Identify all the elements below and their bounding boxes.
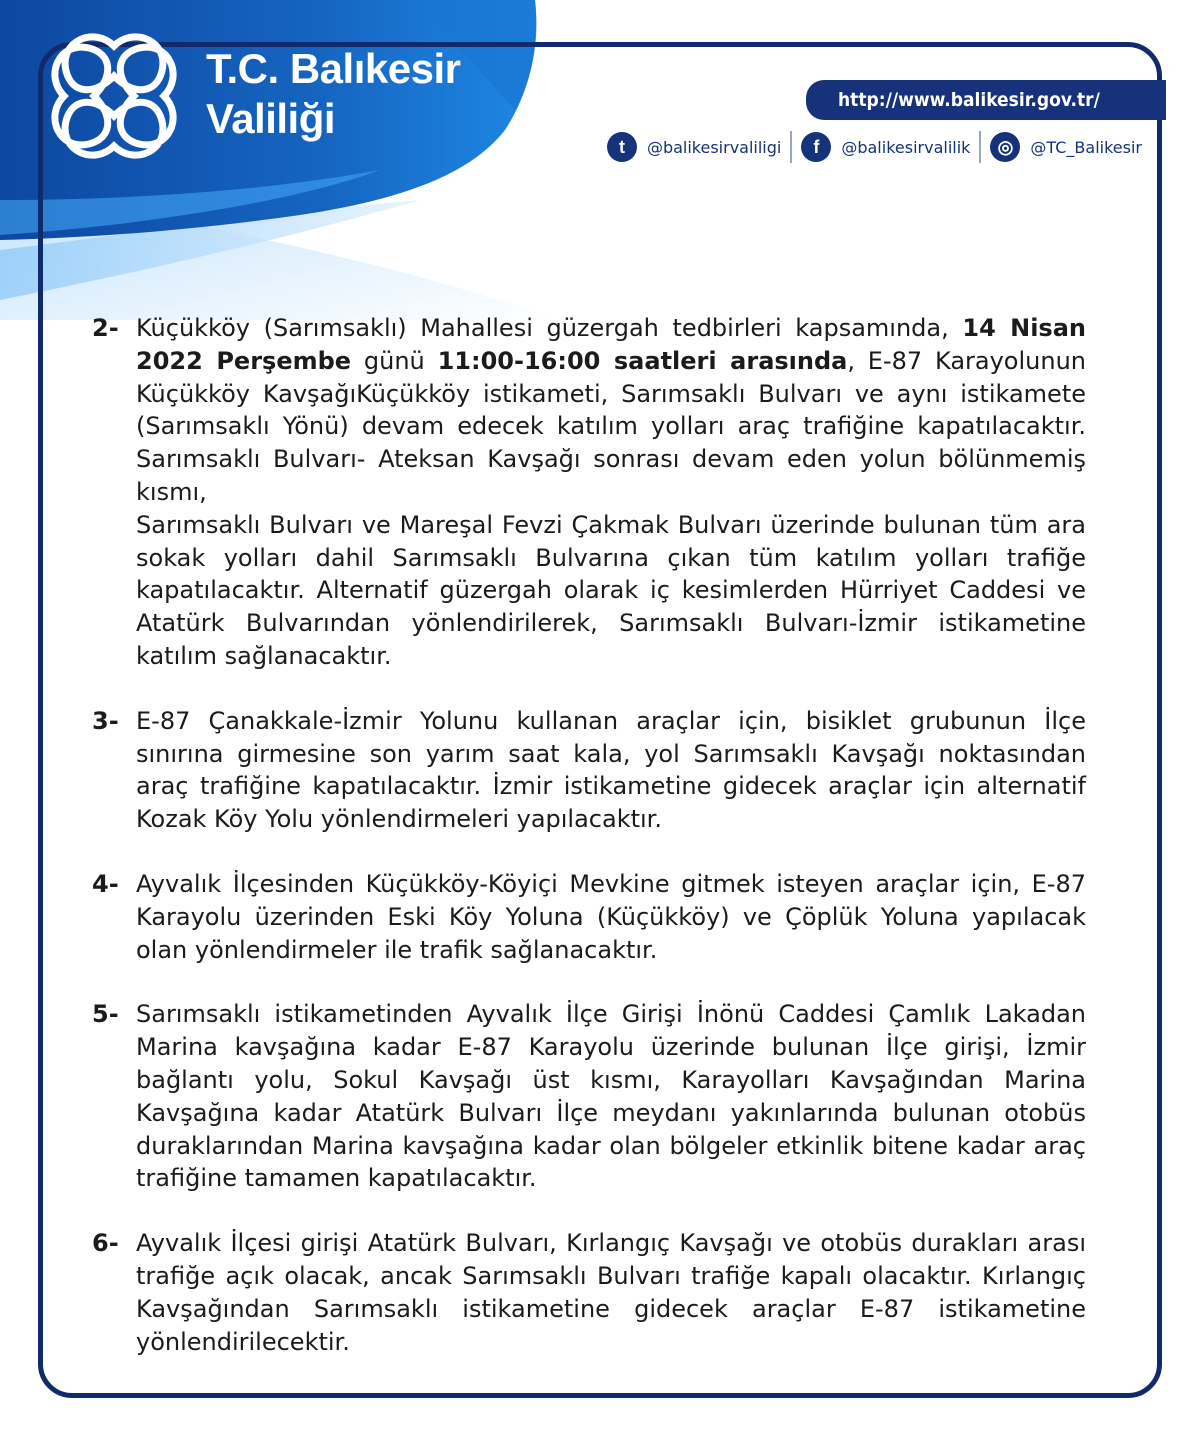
facebook-account[interactable] [801, 130, 970, 164]
date-highlight: 14 Nisan 2022 Perşembe [136, 314, 1087, 375]
time-highlight: 11:00-16:00 saatleri arasında [437, 346, 848, 375]
item-number: 5- [92, 1000, 119, 1029]
announcement-item [92, 868, 1086, 966]
announcement-item [92, 1227, 1086, 1358]
org-title: T.C. Balıkesir Valiliği [206, 45, 461, 142]
instagram-account[interactable] [990, 130, 1142, 164]
twitter-icon: t [607, 132, 637, 162]
item-number: 4- [92, 869, 119, 898]
facebook-handle: @balikesirvalilik [841, 137, 971, 157]
twitter-handle: @balikesirvaliligi [646, 137, 782, 157]
item-text: Sarımsaklı Bulvarı ve Mareşal Fevzi Çakmak Bulvarı üzerinde bulunan tüm ara sokak yolları dahil Sarımsaklı Bulvarına çıkan tüm katılım yolları trafiğe kapatılacaktır. Alternatif güzergah olarak iç kesimlerden Hürriyet Caddesi ve Atatürk Bulvarından yönlendirilerek, Sarımsaklı Bulvarı-İzmir istikametine katılım sağlanacaktır. [136, 510, 1086, 670]
social-media-bar [607, 130, 1142, 164]
announcement-item [92, 705, 1086, 836]
website-url-link[interactable]: http://www.balikesir.gov.tr/ [806, 80, 1166, 120]
facebook-icon: f [801, 132, 831, 162]
announcement-item [92, 998, 1086, 1195]
item-text: Ayvalık İlçesinden Küçükköy-Köyiçi Mevkine gitmek isteyen araçlar için, E-87 Karayolu üzerinden Eski Köy Yoluna (Küçükköy) ve Çöplük Yoluna yapılacak olan yönlendirmeler ile trafik sağlanacaktır. [136, 869, 1086, 964]
announcement-body [92, 312, 1086, 1390]
divider [979, 131, 981, 163]
divider [790, 131, 792, 163]
item-number: 6- [92, 1229, 119, 1258]
item-number: 2- [92, 314, 119, 342]
instagram-handle: @TC_Balikesir [1030, 137, 1142, 157]
item-text: E-87 Çanakkale-İzmir Yolunu kullanan araçlar için, bisiklet grubunun İlçe sınırına girmesine son yarım saat kala, yol Sarımsaklı Kavşağı noktasından araç trafiğine kapatılacaktır. İzmir istikametine gidecek araçlar için alternatif Kozak Köy Yolu yönlendirmeleri yapılacaktır. [136, 706, 1086, 834]
text-run: Küçükköy (Sarımsaklı) Mahallesi güzergah tedbirleri kapsamında, [136, 314, 963, 342]
twitter-account[interactable] [607, 130, 781, 164]
item-text [136, 312, 1086, 509]
text-run: günü [351, 346, 438, 375]
governorship-logo-icon [44, 26, 184, 166]
item-number: 3- [92, 706, 119, 735]
item-text: Sarımsaklı istikametinden Ayvalık İlçe Girişi İnönü Caddesi Çamlık Lakadan Marina kavşağına kadar E-87 Karayolu üzerinde bulunan İlçe girişi, İzmir bağlantı yolu, Sokul Kavşağı üst kısmı, Karayolları Kavşağından Marina Kavşağına kadar Atatürk Bulvarı İlçe meydanı yakınlarında bulunan otobüs duraklarından Marina kavşağına kadar olan bölgeler etkinlik bitene kadar araç trafiğine tamamen kapatılacaktır. [136, 1000, 1086, 1193]
announcement-item [92, 312, 1086, 673]
text-run: , E-87 Karayolunun Küçükköy KavşağıKüçükköy istikameti, Sarımsaklı Bulvarı ve aynı istikamete (Sarımsaklı Yönü) devam edecek katılım yolları araç trafiğine kapatılacaktır. Sarımsaklı Bulvarı- Ateksan Kavşağı sonrası devam eden yolun bölünmemiş kısmı, [136, 346, 1086, 506]
item-text: Ayvalık İlçesi girişi Atatürk Bulvarı, Kırlangıç Kavşağı ve otobüs durakları arası trafiğe açık olacak, ancak Sarımsaklı Bulvarı trafiğe kapalı olacaktır. Kırlangıç Kavşağından Sarımsaklı istikametine gidecek araçlar E-87 istikametine yönlendirilecektir. [136, 1229, 1086, 1356]
instagram-icon: ◎ [990, 132, 1020, 162]
